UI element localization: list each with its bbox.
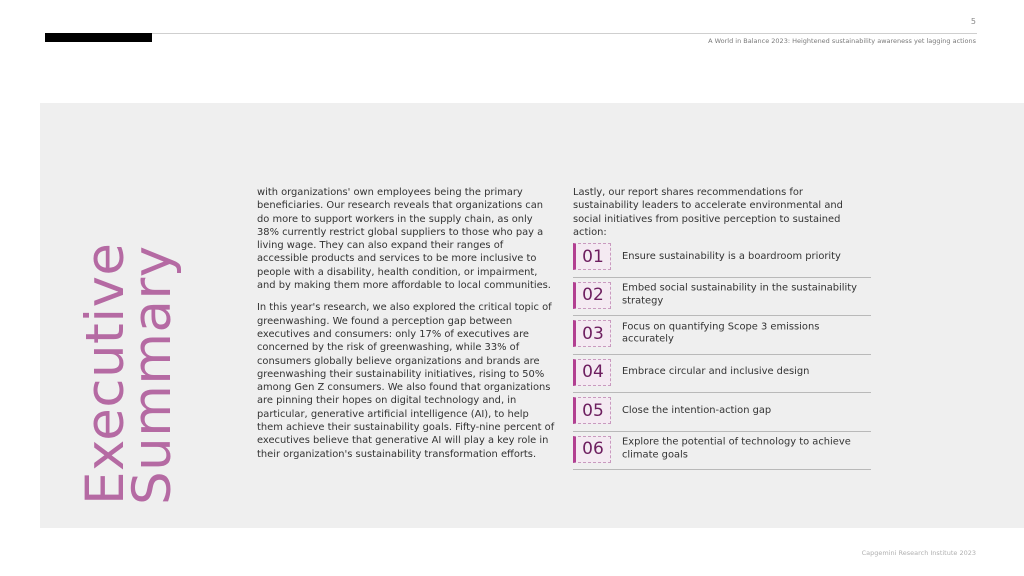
recommendation-number: 03 — [573, 320, 611, 347]
recommendation-item — [573, 316, 871, 355]
header-rule — [45, 33, 977, 34]
section-title — [75, 242, 183, 505]
recommendation-item — [573, 239, 871, 278]
recommendations-list — [573, 239, 871, 470]
recommendation-number: 01 — [573, 243, 611, 270]
recommendation-text: Embrace circular and inclusive design — [622, 366, 810, 378]
left-column — [257, 186, 555, 461]
right-column — [573, 186, 873, 239]
section-title-line-1: Executive — [75, 242, 136, 505]
recommendation-item — [573, 432, 871, 471]
recommendation-text: Ensure sustainability is a boardroom priority — [622, 250, 841, 262]
recommendation-text: Close the intention-action gap — [622, 404, 772, 416]
recommendation-item — [573, 393, 871, 432]
recommendation-number: 04 — [573, 359, 611, 386]
body-paragraph-2: In this year's research, we also explored the critical topic of greenwashing. We found a perception gap between executives and consumers: only 17% of executives are concerned by the risk of greenwashing, while 33% of consumers globally believe organizations and brands are greenwashing their sustainability initiatives, rising to 50% among Gen Z consumers. We also found that organizations are pinning their hopes on digital technology and, in particular, generative artificial intelligence (AI), to help them achieve their sustainability goals. Fifty-nine percent of executives believe that generative AI will play a key role in their organization's sustainability transformation efforts. — [257, 302, 555, 460]
recommendation-text: Explore the potential of technology to achieve climate goals — [622, 436, 851, 460]
running-header: A World in Balance 2023: Heightened sustainability awareness yet lagging actions — [708, 37, 976, 45]
recommendation-item — [573, 278, 871, 317]
recommendation-text: Focus on quantifying Scope 3 emissions accurately — [622, 321, 820, 345]
recommendation-number: 05 — [573, 397, 611, 424]
recommendation-text: Embed social sustainability in the sustainability strategy — [622, 282, 858, 306]
recommendation-number: 02 — [573, 282, 611, 309]
section-title-line-2: Summary — [122, 245, 183, 505]
recommendation-number: 06 — [573, 436, 611, 463]
page-number: 5 — [970, 17, 976, 26]
footer-credit: Capgemini Research Institute 2023 — [861, 549, 976, 557]
recommendations-intro: Lastly, our report shares recommendations for sustainability leaders to accelerate environmental and social initiatives from positive perception to sustained action: — [573, 187, 843, 238]
recommendation-item — [573, 355, 871, 394]
body-paragraph-1: with organizations' own employees being the primary beneficiaries. Our research reveals that organizations can do more to support workers in the supply chain, as only 38% currently restrict global suppliers to those who pay a living wage. They can also expand their ranges of accessible products and services to be more inclusive to people with a disability, health condition, or impairment, and by making them more affordable to local communities. — [257, 187, 551, 292]
header-accent-bar — [45, 33, 152, 42]
